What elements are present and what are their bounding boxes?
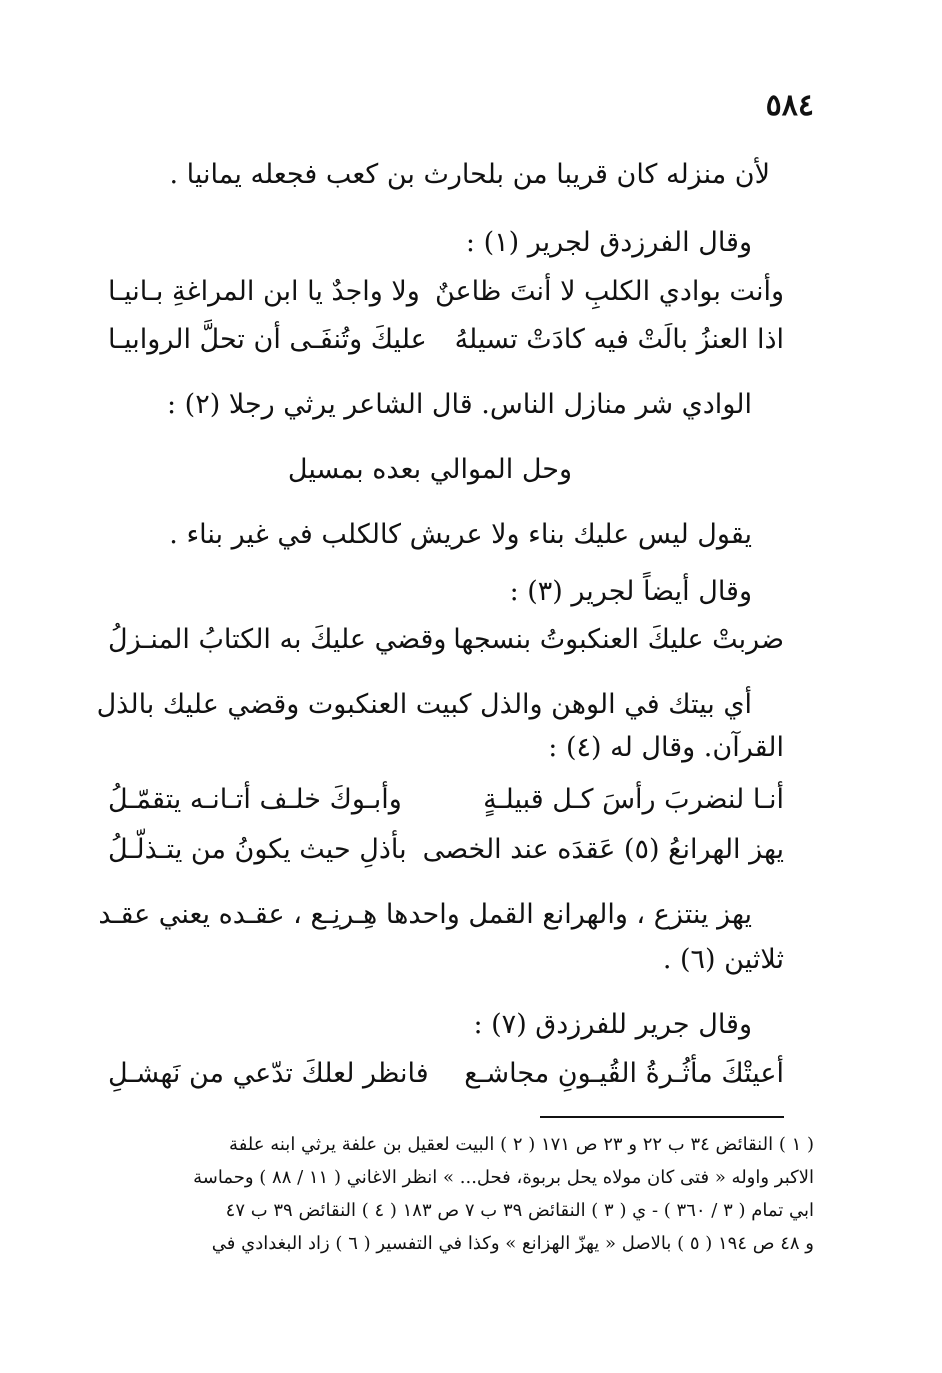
prose-line-1: لأن منزله كان قريبا من بلحارث بن كعب فجعله يمانيا .	[169, 159, 770, 190]
verse-5-first-hemistich: يهز الهرانعُ (٥) عَقدَه عند الخصى	[422, 834, 784, 865]
prose-line-2: وقال الفرزدق لجرير (١) :	[465, 227, 752, 258]
verse-2	[108, 318, 784, 362]
prose-line-3: الوادي شر منازل الناس. قال الشاعر يرثي رجلا (٢) :	[167, 389, 752, 420]
verse-1-first-hemistich: وأنت بوادي الكلبِ لا أنتَ ظاعنٌ	[435, 276, 784, 307]
verse-3	[108, 618, 784, 662]
footnote-line-1: ( ١ ) النقائض ٣٤ ب ٢٢ و ٢٣ ص ١٧١ ( ٢ ) البيت لعقيل بن علفة يرثي ابنه علفة	[229, 1134, 814, 1155]
prose-line-9: يهز ينتزع ، والهرانع القمل واحدها هِـرنِـع ، عقـده يعني عقـد	[98, 899, 752, 930]
verse-3-first-hemistich: ضربتْ عليكَ العنكبوتُ بنسجها	[453, 624, 784, 655]
prose-line-5: يقول ليس عليك بناء ولا عريش كالكلب في غير بناء .	[169, 519, 752, 550]
footnote-separator	[540, 1116, 784, 1118]
footnote-line-2: الاكبر واوله « فتى كان مولاه يحل بربوة، فحل... » انظر الاغاني ( ١١ / ٨٨ ) وحماسة	[193, 1167, 814, 1188]
verse-4-second-hemistich: وأبـوكَ خلـف أتـانـه يتقمّـلُ	[108, 784, 402, 815]
footnote-line-3: ابي تمام ( ٣ / ٣٦٠ ) - ي ( ٣ ) النقائض ٣٩ ب ٧ ص ١٨٣ ( ٤ ) النقائض ٣٩ ب ٤٧	[225, 1200, 814, 1221]
prose-line-4: وحل الموالي بعده بمسيل	[287, 454, 572, 485]
page-number: ٥٨٤	[765, 88, 814, 123]
verse-5	[108, 828, 784, 872]
verse-6-first-hemistich: أعيتْكَ مأثُـرةُ القُيـونِ مجاشـع	[464, 1058, 784, 1089]
verse-1-second-hemistich: ولا واجدٌ يا ابن المراغةِ بـانيـا	[108, 276, 420, 307]
prose-line-7: أي بيتك في الوهن والذل كبيت العنكبوت وقضي عليك بالذل	[96, 689, 752, 720]
prose-line-6: وقال أيضاً لجرير (٣) :	[509, 576, 752, 607]
verse-5-second-hemistich: بأذلِ حيث يكونُ من يتـذلّـلُ	[108, 834, 407, 865]
verse-4-first-hemistich: أنـا لنضربَ رأسَ كـل قبيلـةٍ	[483, 784, 784, 815]
verse-3-second-hemistich: وقضي عليكَ به الكتابُ المنـزلُ	[108, 624, 447, 655]
verse-6-second-hemistich: فانظر لعلكَ تدّعي من نَهشـلِ	[108, 1058, 429, 1089]
verse-2-first-hemistich: اذا العنزُ بالَتْ فيه كادَتْ تسيلهُ	[454, 324, 784, 355]
prose-line-11: وقال جرير للفرزدق (٧) :	[473, 1009, 752, 1040]
prose-line-8: القرآن. وقال له (٤) :	[548, 732, 784, 763]
footnote-line-4: و ٤٨ ص ١٩٤ ( ٥ ) بالاصل « يهزّ الهزانع » وكذا في التفسير ( ٦ ) زاد البغدادي في	[211, 1233, 814, 1254]
verse-1	[108, 270, 784, 314]
verse-6	[108, 1052, 784, 1096]
prose-line-10: ثلاثين (٦) .	[662, 944, 784, 975]
verse-4	[108, 778, 784, 822]
verse-2-second-hemistich: عليكَ وتُنفَـى أن تحلَّ الروابيـا	[108, 324, 427, 355]
